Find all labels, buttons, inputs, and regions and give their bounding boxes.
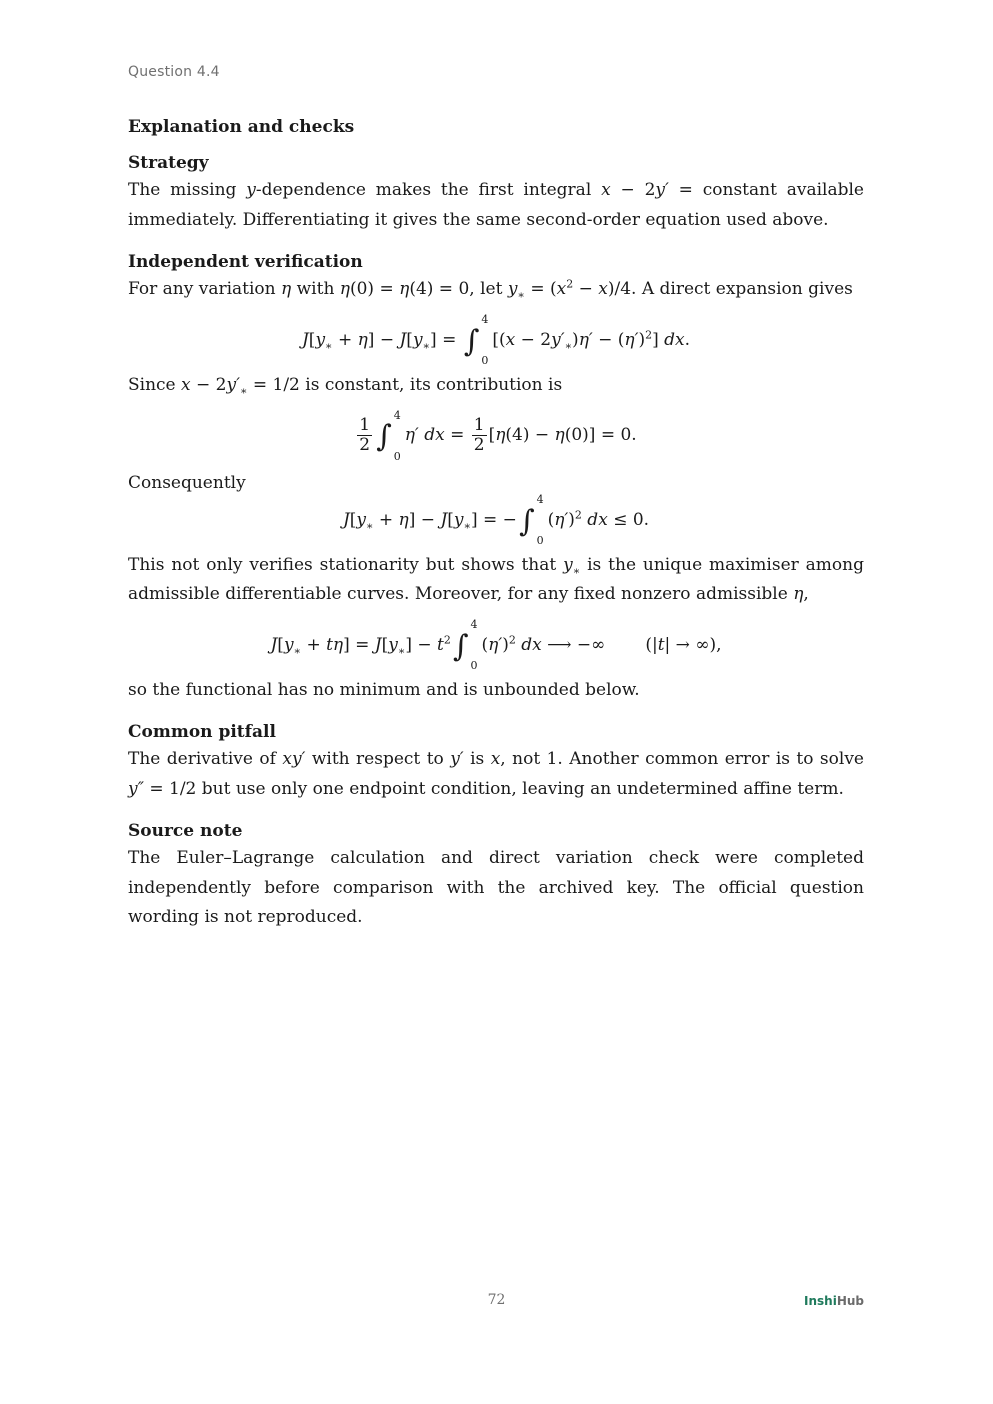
document-body bbox=[128, 114, 864, 947]
brand-logo bbox=[804, 1294, 864, 1308]
integral-limits: 4 0 bbox=[536, 493, 544, 547]
strategy-text-1: The missing bbox=[128, 180, 247, 200]
verification-paragraph-1 bbox=[128, 275, 864, 305]
integral-sign: ∫ bbox=[463, 323, 480, 359]
equation-expansion: $J[y_∗ + \eta] - J[y_∗]$ = ∫ 4 0 $[(x - 2y'_∗)\eta' - (\eta')^2]$ dx. bbox=[301, 313, 691, 367]
brand-part-2: Hub bbox=[836, 1294, 864, 1308]
running-header: Question 4.4 bbox=[128, 64, 220, 80]
math-y: y bbox=[246, 180, 256, 200]
verification-paragraph-5: so the functional has no minimum and is unbounded below. bbox=[128, 679, 640, 700]
equation-consequence: $J[y_∗ + \eta] - J[y_∗]$ = −∫ 4 0 $(\eta')^2$ dx ≤ 0. bbox=[342, 493, 650, 547]
integral-sign: ∫ bbox=[376, 419, 392, 454]
math-ystar-def: $y_∗ = (x^2 - x)/4$ bbox=[507, 277, 632, 302]
page-number: 72 bbox=[487, 1292, 506, 1308]
integral-sign: ∫ bbox=[452, 628, 469, 664]
text: but use only one endpoint condition, leaving an undetermined affine term. bbox=[196, 778, 844, 799]
verification-paragraph-4 bbox=[128, 551, 864, 610]
text: with respect to bbox=[305, 749, 451, 769]
equation-unbounded: $J[y_∗ + t\eta] = J[y_∗] - t^2\int$ 4 0 $(\eta')^2$ dx ⟶ −∞ (|t| → ∞), bbox=[270, 618, 722, 672]
text: , let bbox=[469, 279, 508, 299]
math-x: x bbox=[490, 749, 501, 769]
source-paragraph: The Euler–Lagrange calculation and direct variation check were completed independently before comparison with the archived key. The official question wording is not reproduced. bbox=[128, 848, 864, 927]
math-ode: y″ = 1/2 bbox=[128, 778, 197, 799]
integral-limits: 4 0 bbox=[393, 408, 401, 463]
text: For any variation bbox=[128, 279, 282, 299]
verification-paragraph-2 bbox=[128, 371, 864, 401]
text: is the unique maximiser among admissible differentiable curves. Moreover, for any fixed nonzero admissible bbox=[128, 554, 864, 604]
math-eta: η bbox=[793, 584, 804, 604]
integral-limits: 4 0 bbox=[470, 618, 478, 672]
source-heading: Source note bbox=[128, 821, 243, 841]
fraction-half: $\frac{1}{2}$ bbox=[473, 415, 485, 455]
text: This not only verifies stationarity but shows that bbox=[128, 554, 564, 575]
pitfall-heading: Common pitfall bbox=[128, 722, 276, 742]
math-xyprime: xy′ bbox=[282, 749, 306, 769]
math-eta: η bbox=[281, 279, 292, 299]
integral-limits: 4 0 bbox=[481, 313, 489, 367]
math-boundary: η(0) = η(4) = 0 bbox=[339, 279, 470, 299]
text: , not 1. Another common error is to solve bbox=[500, 749, 864, 769]
strategy-paragraph bbox=[128, 176, 864, 235]
equation-contribution: $\frac{1}{2}$ ∫ 4 0 η′ dx = $\frac{1}{2}$ [η(4) − η(0)] = 0. bbox=[359, 408, 637, 463]
strategy-text-2: -dependence makes the first integral bbox=[255, 180, 602, 200]
fraction-half: $\frac{1}{2}$ bbox=[359, 415, 371, 455]
brand-part-1: Inshi bbox=[804, 1294, 837, 1308]
text: The derivative of bbox=[128, 749, 283, 769]
math-yprime: y′ bbox=[450, 749, 464, 769]
text: with bbox=[291, 279, 340, 299]
math-ystar: $y_∗$ bbox=[563, 554, 581, 577]
text: is constant, its contribution is bbox=[299, 374, 563, 395]
verification-heading: Independent verification bbox=[128, 252, 363, 272]
verification-paragraph-3: Consequently bbox=[128, 473, 246, 493]
text: is bbox=[463, 749, 491, 769]
pitfall-paragraph bbox=[128, 745, 864, 804]
text: , bbox=[803, 584, 809, 604]
strategy-text-3: = constant available immediately. Differentiating it gives the same second-order equation used above. bbox=[128, 180, 864, 230]
math-first-integral: x − 2y′ bbox=[601, 180, 669, 200]
strategy-heading: Strategy bbox=[128, 153, 209, 173]
section-title: Explanation and checks bbox=[128, 117, 355, 137]
text: . A direct expansion gives bbox=[631, 279, 853, 299]
text: Since bbox=[128, 374, 182, 395]
math-constant: $x - 2y'_∗ = 1/2$ bbox=[181, 374, 300, 397]
integral-sign: ∫ bbox=[518, 503, 535, 539]
